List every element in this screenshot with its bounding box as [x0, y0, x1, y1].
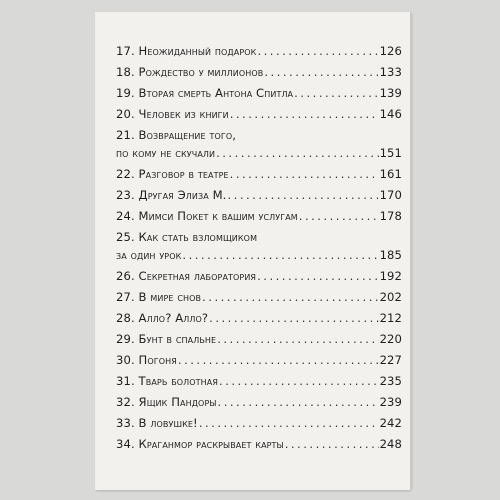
- toc-entry-number: 30.: [116, 353, 135, 367]
- toc-entry-title: Краганмор раскрывает карты: [138, 437, 284, 451]
- toc-entry-line: [116, 374, 402, 389]
- toc-entry-line: [116, 332, 402, 347]
- toc-entry-first-line: [116, 128, 402, 143]
- toc-entry-first-line: [116, 230, 402, 245]
- toc-entry: [116, 188, 402, 203]
- toc-entry-line: [116, 353, 402, 368]
- toc-entry: [116, 374, 402, 389]
- toc-entry-title: Другая Элиза М.: [138, 188, 227, 202]
- toc-entry-number: 29.: [116, 332, 135, 346]
- toc-entry-number: 26.: [116, 269, 135, 283]
- toc-page-number: 178: [379, 209, 402, 223]
- toc-entry-title: Бунт в спальне: [138, 332, 217, 346]
- toc-leader-dots: [264, 65, 378, 80]
- toc-entry-title-part: Возвращение того,: [138, 128, 237, 142]
- toc-leader-dots: [178, 353, 379, 368]
- toc-entry: [116, 86, 402, 101]
- toc-entry: [116, 128, 402, 161]
- toc-entry-number: 31.: [116, 374, 135, 388]
- toc-leader-dots: [199, 416, 379, 431]
- toc-leader-dots: [227, 188, 378, 203]
- toc-entry-title-part: Как стать взломщиком: [138, 230, 258, 244]
- toc-leader-dots: [209, 311, 378, 326]
- toc-page-number: 220: [379, 332, 402, 346]
- toc-entry-title: Мимси Покет к вашим услугам: [138, 209, 298, 223]
- toc-entry-title: Алло? Алло?: [138, 311, 209, 325]
- toc-entry: [116, 269, 402, 284]
- toc-entry: [116, 290, 402, 305]
- toc-entry-number: 20.: [116, 107, 135, 121]
- toc-leader-dots: [299, 209, 379, 224]
- toc-entry-number: 17.: [116, 44, 135, 58]
- toc-page-number: 239: [379, 395, 402, 409]
- toc-entry-number: 33.: [116, 416, 135, 430]
- toc-page-number: 192: [379, 269, 402, 283]
- toc-leader-dots: [230, 107, 379, 122]
- page-edge: [410, 14, 413, 488]
- toc-leader-dots: [294, 86, 378, 101]
- toc-leader-dots: [219, 374, 379, 389]
- toc-page-number: 126: [379, 44, 402, 58]
- toc-entry-title: В мире снов: [138, 290, 202, 304]
- toc-entry-title: за один урок: [116, 248, 182, 262]
- toc-page-number: 139: [379, 86, 402, 100]
- toc-entry-title: Секретная лаборатория: [138, 269, 257, 283]
- toc-entry-line: [116, 416, 402, 431]
- toc-entry-title: Погоня: [138, 353, 177, 367]
- toc-page-number: 161: [379, 167, 402, 181]
- toc-entry-number: 32.: [116, 395, 135, 409]
- toc-entry-line: [116, 248, 402, 263]
- toc-entry-title: Тварь болотная: [138, 374, 219, 388]
- toc-entry-title: Неожиданный подарок: [138, 44, 257, 58]
- toc-entry: [116, 209, 402, 224]
- toc-entry-line: [116, 86, 402, 101]
- toc-entry-line: [116, 188, 402, 203]
- toc-page-number: 133: [379, 65, 402, 79]
- toc-entry-number: 25.: [116, 230, 135, 244]
- toc-entry: [116, 332, 402, 347]
- toc-leader-dots: [202, 290, 378, 305]
- toc-entry-line: [116, 269, 402, 284]
- toc-leader-dots: [216, 146, 378, 161]
- toc-page-number: 227: [379, 353, 402, 367]
- toc-entry-line: [116, 209, 402, 224]
- toc-leader-dots: [182, 248, 378, 263]
- toc-entry-title: по кому не скучали: [116, 146, 216, 160]
- toc-leader-dots: [257, 44, 378, 59]
- toc-page-number: 248: [379, 437, 402, 451]
- toc-entry: [116, 44, 402, 59]
- toc-entry-number: 19.: [116, 86, 135, 100]
- toc-entry-number: 23.: [116, 188, 135, 202]
- toc-entry: [116, 437, 402, 452]
- toc-entry-line: [116, 107, 402, 122]
- toc-entry-line: [116, 65, 402, 80]
- toc-entry-number: 27.: [116, 290, 135, 304]
- toc-page-number: 151: [379, 146, 402, 160]
- toc-entry-title: Рождество у миллионов: [138, 65, 264, 79]
- toc-entry-number: 18.: [116, 65, 135, 79]
- toc-entry: [116, 353, 402, 368]
- toc-leader-dots: [218, 395, 379, 410]
- toc-entry: [116, 65, 402, 80]
- toc-entry-number: 24.: [116, 209, 135, 223]
- toc-page-number: 202: [379, 290, 402, 304]
- toc-entry: [116, 311, 402, 326]
- toc-entry-title: В ловушке!: [138, 416, 198, 430]
- toc-leader-dots: [285, 437, 379, 452]
- toc-entry-line: [116, 290, 402, 305]
- toc-entry: [116, 395, 402, 410]
- toc-entry: [116, 416, 402, 431]
- toc-entry-title: Ящик Пандоры: [138, 395, 217, 409]
- toc-leader-dots: [230, 167, 379, 182]
- toc-entry: [116, 167, 402, 182]
- toc-page-number: 212: [379, 311, 402, 325]
- toc-entry: [116, 107, 402, 122]
- toc-leader-dots: [217, 332, 378, 347]
- toc-entry-line: [116, 146, 402, 161]
- toc-entry-line: [116, 167, 402, 182]
- table-of-contents: [116, 44, 402, 458]
- toc-page-number: 185: [379, 248, 402, 262]
- toc-entry-line: [116, 395, 402, 410]
- toc-entry-line: [116, 311, 402, 326]
- toc-entry-line: [116, 44, 402, 59]
- toc-entry-number: 22.: [116, 167, 135, 181]
- toc-entry-line: [116, 437, 402, 452]
- toc-entry-title: Разговор в театре: [138, 167, 229, 181]
- toc-entry: [116, 230, 402, 263]
- toc-page-number: 146: [379, 107, 402, 121]
- toc-entry-title: Вторая смерть Антона Спитла: [138, 86, 294, 100]
- toc-page-number: 242: [379, 416, 402, 430]
- toc-page-number: 235: [379, 374, 402, 388]
- toc-entry-number: 28.: [116, 311, 135, 325]
- toc-leader-dots: [257, 269, 378, 284]
- toc-entry-number: 34.: [116, 437, 135, 451]
- toc-entry-title: Человек из книги: [138, 107, 229, 121]
- toc-page-number: 170: [379, 188, 402, 202]
- toc-entry-number: 21.: [116, 128, 135, 142]
